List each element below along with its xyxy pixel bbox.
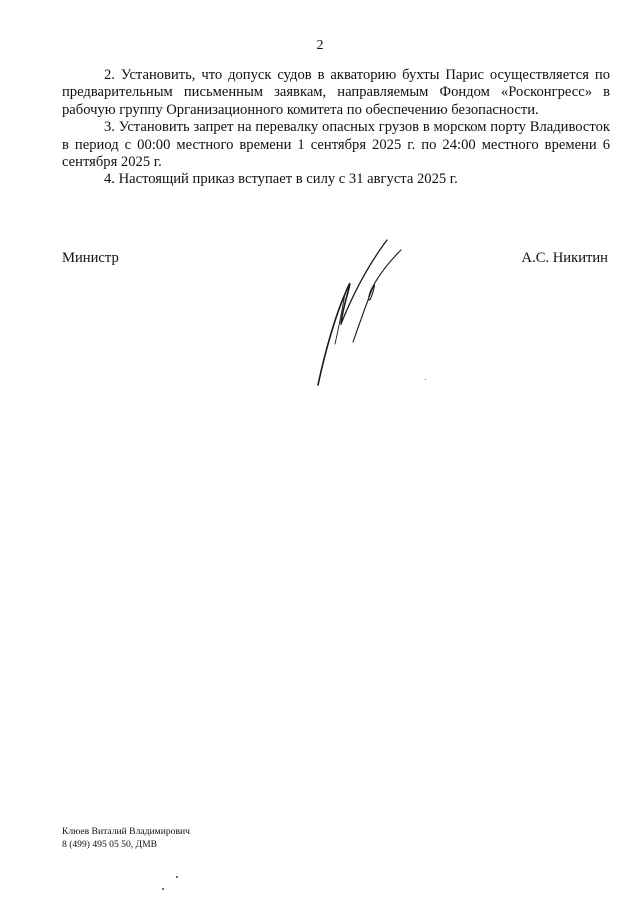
- executor-name: Клюев Виталий Владимирович: [62, 826, 190, 837]
- paragraph-2: 2. Установить, что допуск судов в акваторию бухты Парис осуществляется по предварительным письменным заявкам, направляемым Фондом «Росконгресс» в рабочую группу Организационного комитета по обеспечению безопасности.: [62, 67, 610, 118]
- executor-block: [62, 826, 190, 851]
- page-number: 2: [316, 38, 324, 53]
- scan-speck: [176, 876, 178, 878]
- signatory-name: А.С. Никитин: [521, 250, 608, 266]
- executor-contact: 8 (499) 495 05 50, ДМВ: [62, 838, 158, 850]
- paragraph-4: 4. Настоящий приказ вступает в силу с 31 августа 2025 г.: [104, 171, 458, 188]
- scan-speck: [425, 379, 426, 380]
- scan-speck: [162, 888, 164, 890]
- document-body: [62, 67, 610, 189]
- paragraph-3: 3. Установить запрет на перевалку опасных грузов в морском порту Владивосток в период с 00:00 местного времени 1 сентября 2025 г. по 24:00 местного времени 6 сентября 2025 г.: [62, 119, 610, 171]
- handwritten-signature: [305, 232, 415, 392]
- signatory-role: Министр: [62, 250, 119, 266]
